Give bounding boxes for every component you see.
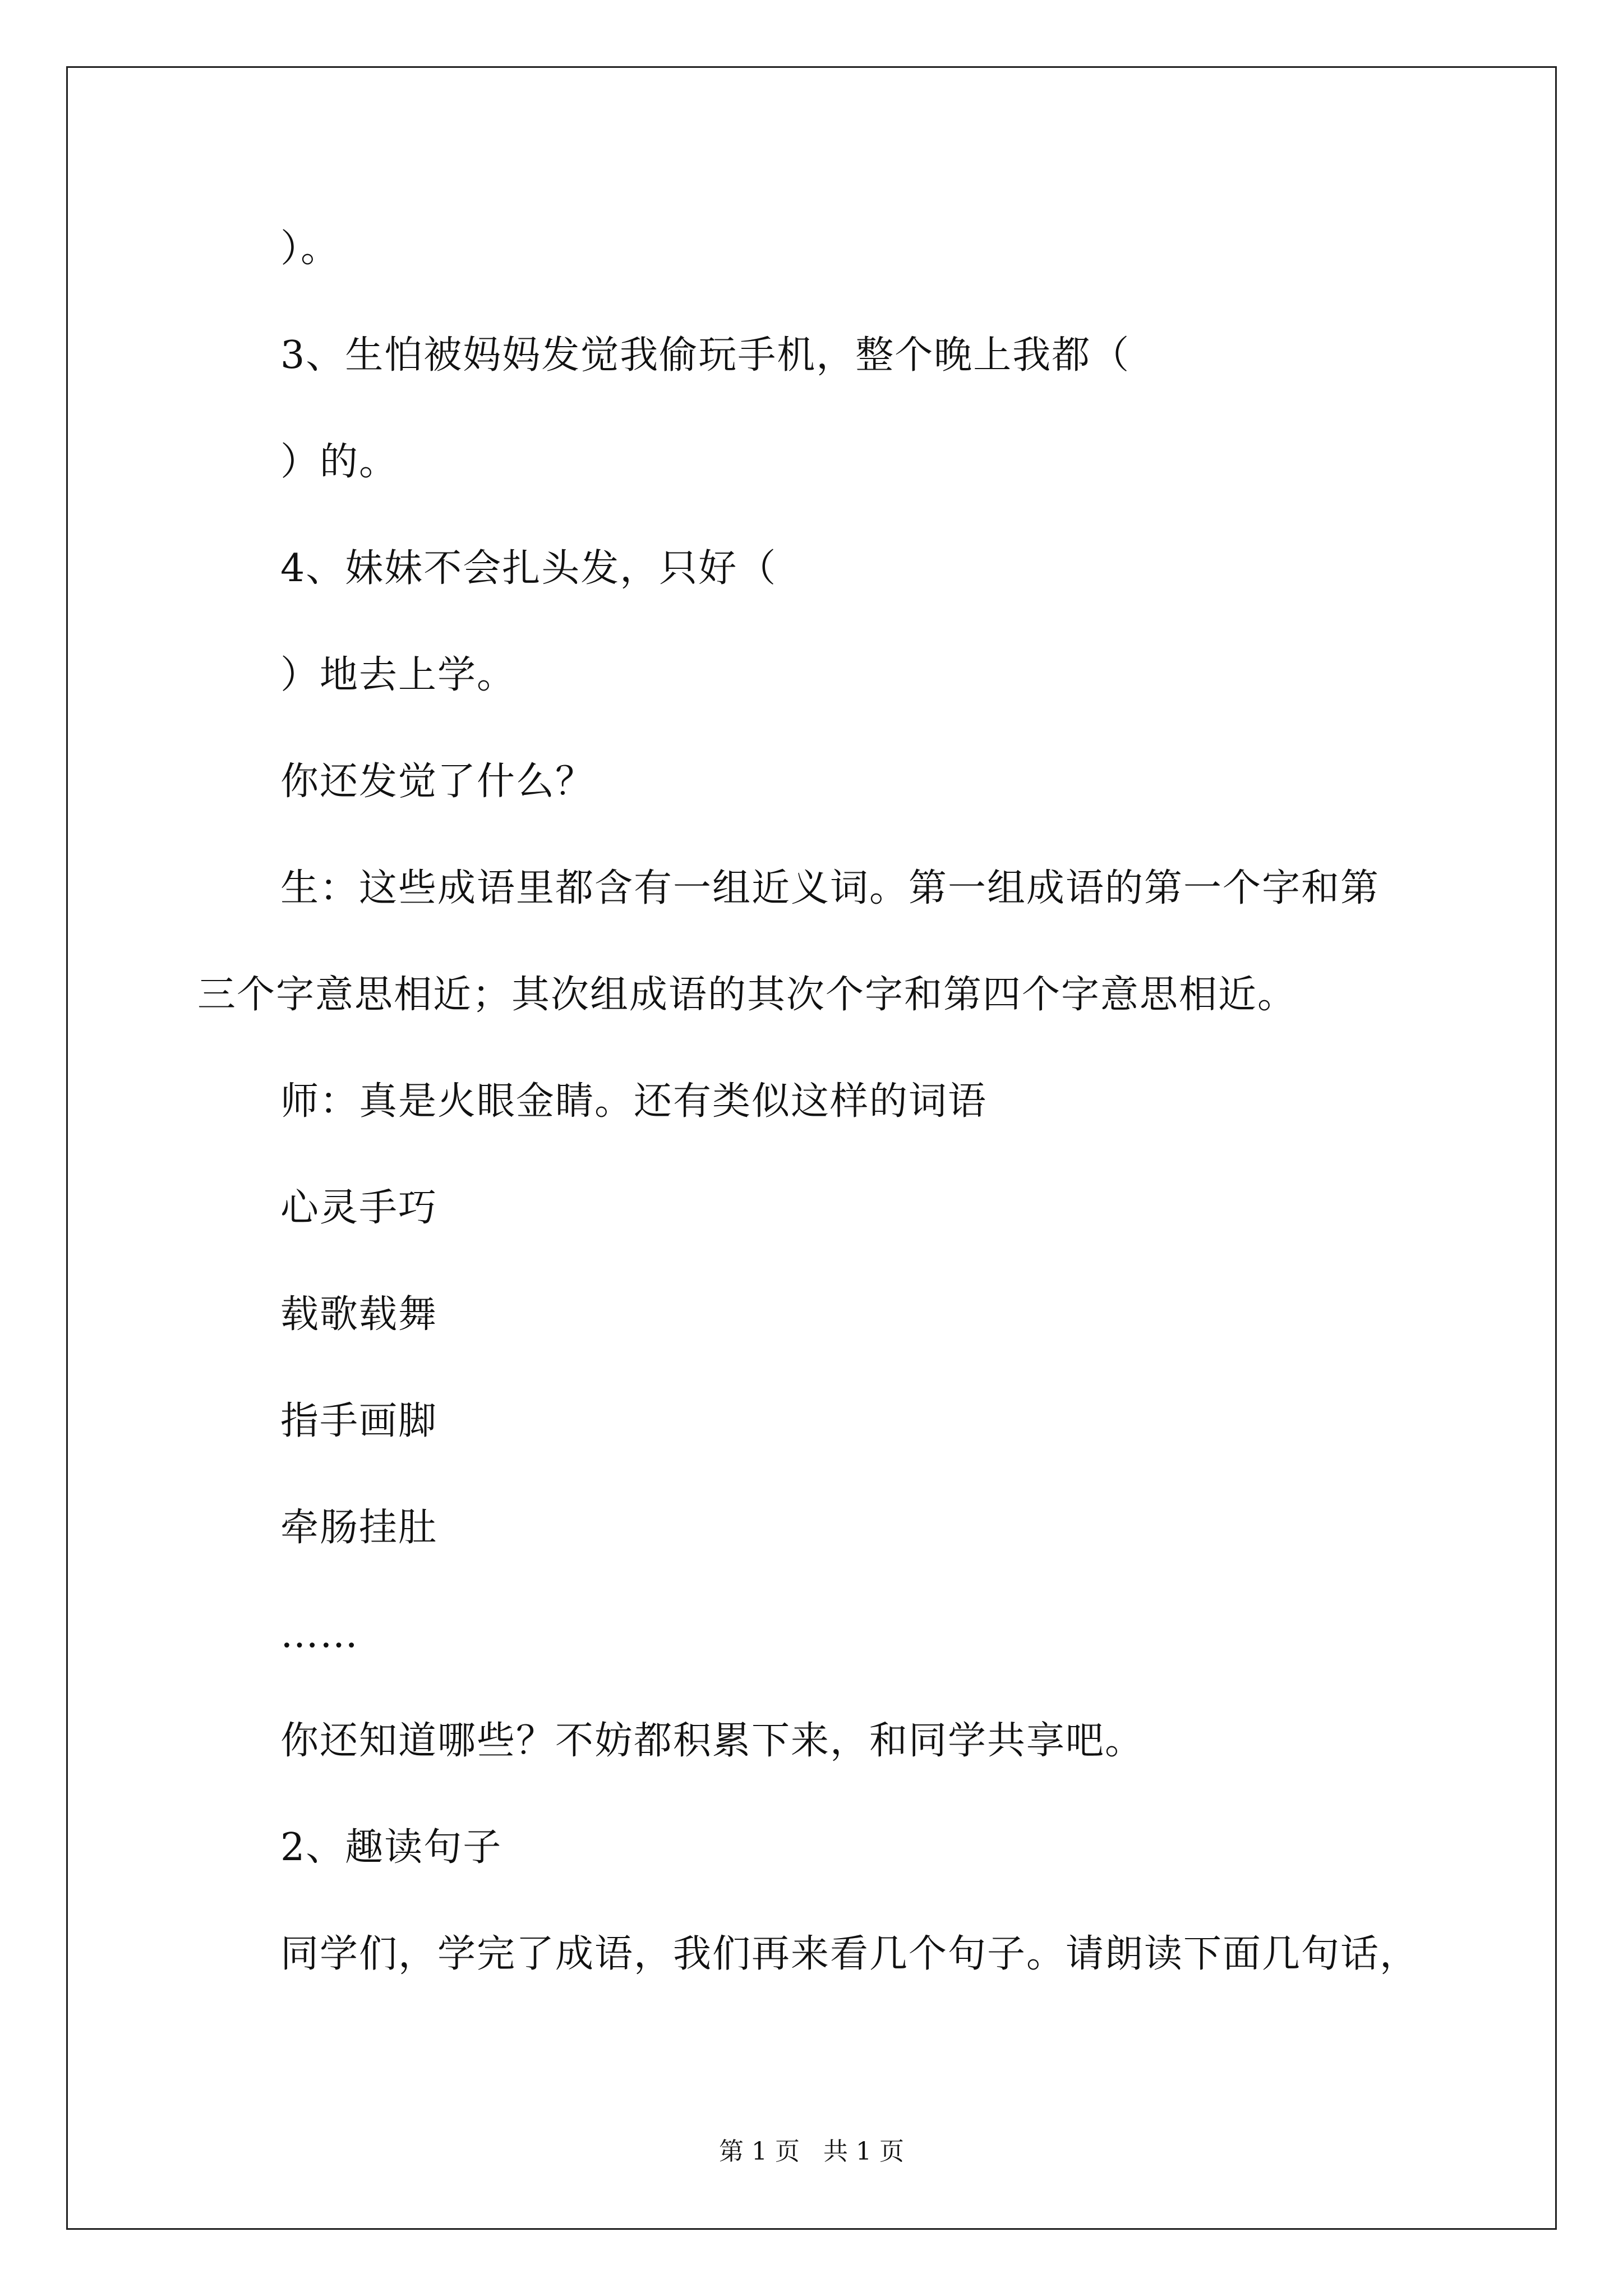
text-line: 3、生怕被妈妈发觉我偷玩手机，整个晚上我都（	[280, 333, 1131, 378]
text-line: 指手画脚	[280, 1399, 438, 1443]
text-line: ）地去上学。	[280, 653, 517, 697]
text-line: ）的。	[280, 440, 399, 484]
text-line: 心灵手巧	[280, 1186, 438, 1230]
text-line: ）。	[280, 227, 340, 271]
text-line: 4、妹妹不会扎头发，只好（	[280, 546, 777, 591]
text-line: 师：真是火眼金睛。还有类似这样的词语	[280, 1079, 988, 1124]
page-footer: 第 1 页 共 1 页	[719, 2137, 904, 2166]
page-border	[66, 66, 1557, 2230]
text-line: 生：这些成语里都含有一组近义词。第一组成语的第一个字和第	[280, 866, 1380, 910]
section-heading: 2、趣读句子	[280, 1825, 502, 1870]
text-line: 牵肠挂肚	[280, 1506, 438, 1550]
text-line: 载歌载舞	[280, 1292, 438, 1337]
text-line: 你还知道哪些？不妨都积累下来，和同学共享吧。	[280, 1719, 1145, 1763]
text-line: 同学们，学完了成语，我们再来看几个句子。请朗读下面几句话，	[280, 1932, 1419, 1976]
text-line: 三个字意思相近；其次组成语的其次个字和第四个字意思相近。	[197, 973, 1297, 1017]
ellipsis-line: ……	[280, 1612, 359, 1657]
text-line: 你还发觉了什么？	[280, 760, 595, 804]
